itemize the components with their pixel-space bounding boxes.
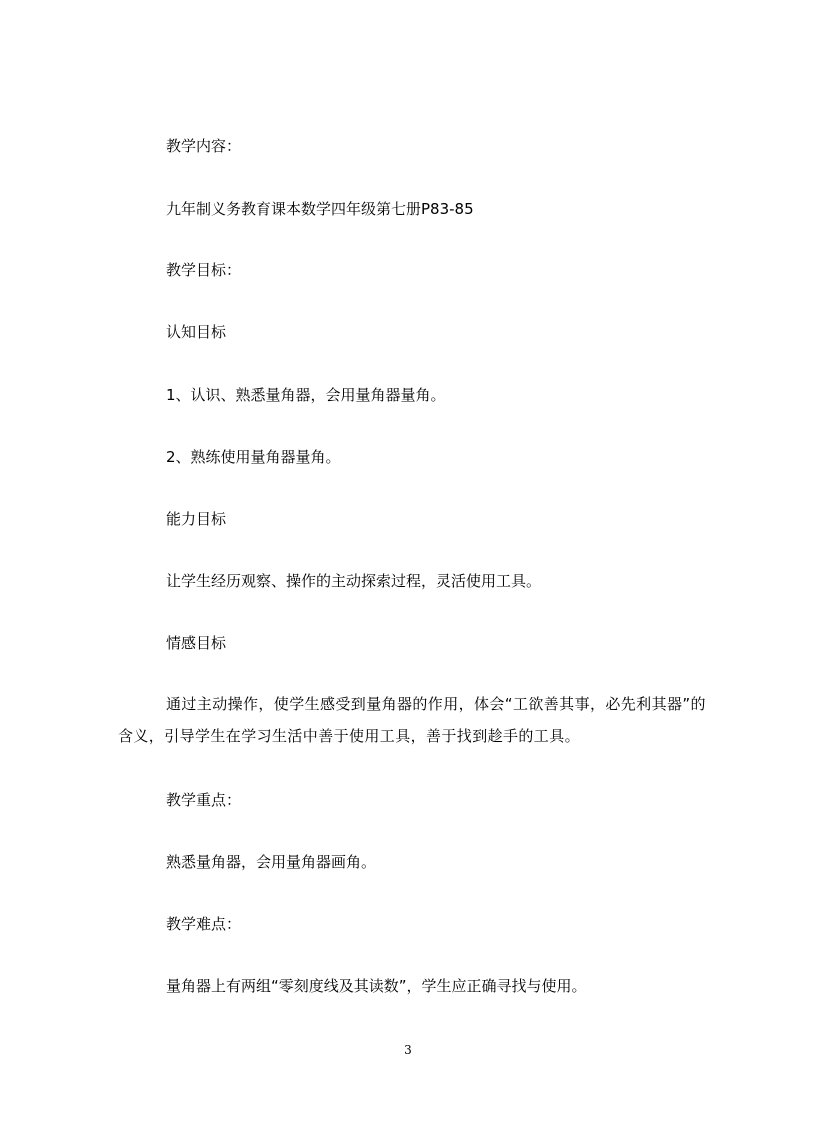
heading-teaching-content: 教学内容：	[166, 137, 242, 155]
heading-teaching-difficulties: 教学难点：	[166, 915, 242, 933]
key-point-text: 熟悉量角器，会用量角器画角。	[166, 853, 377, 871]
subheading-cognitive-goals: 认知目标	[166, 323, 227, 341]
textbook-reference: 九年制义务教育课本数学四年级第七册P83-85	[166, 200, 474, 218]
subheading-ability-goals: 能力目标	[166, 510, 227, 528]
difficulty-text: 量角器上有两组“零刻度线及其读数”，学生应正确寻找与使用。	[166, 977, 587, 995]
page-number: 3	[404, 1043, 412, 1057]
cognitive-goal-item-1: 1、认识、熟悉量角器，会用量角器量角。	[166, 386, 446, 404]
subheading-emotional-goals: 情感目标	[166, 634, 227, 652]
ability-goal-text: 让学生经历观察、操作的主动探索过程，灵活使用工具。	[166, 572, 542, 590]
cognitive-goal-item-2: 2、熟练使用量角器量角。	[166, 448, 341, 466]
heading-teaching-goals: 教学目标：	[166, 261, 242, 279]
heading-teaching-key-points: 教学重点：	[166, 791, 242, 809]
emotional-goal-paragraph: 通过主动操作，使学生感受到量角器的作用，体会“工欲善其事，必先利其器”的含义，引导学生在学习生活中善于使用工具，善于找到趁手的工具。	[118, 695, 706, 745]
